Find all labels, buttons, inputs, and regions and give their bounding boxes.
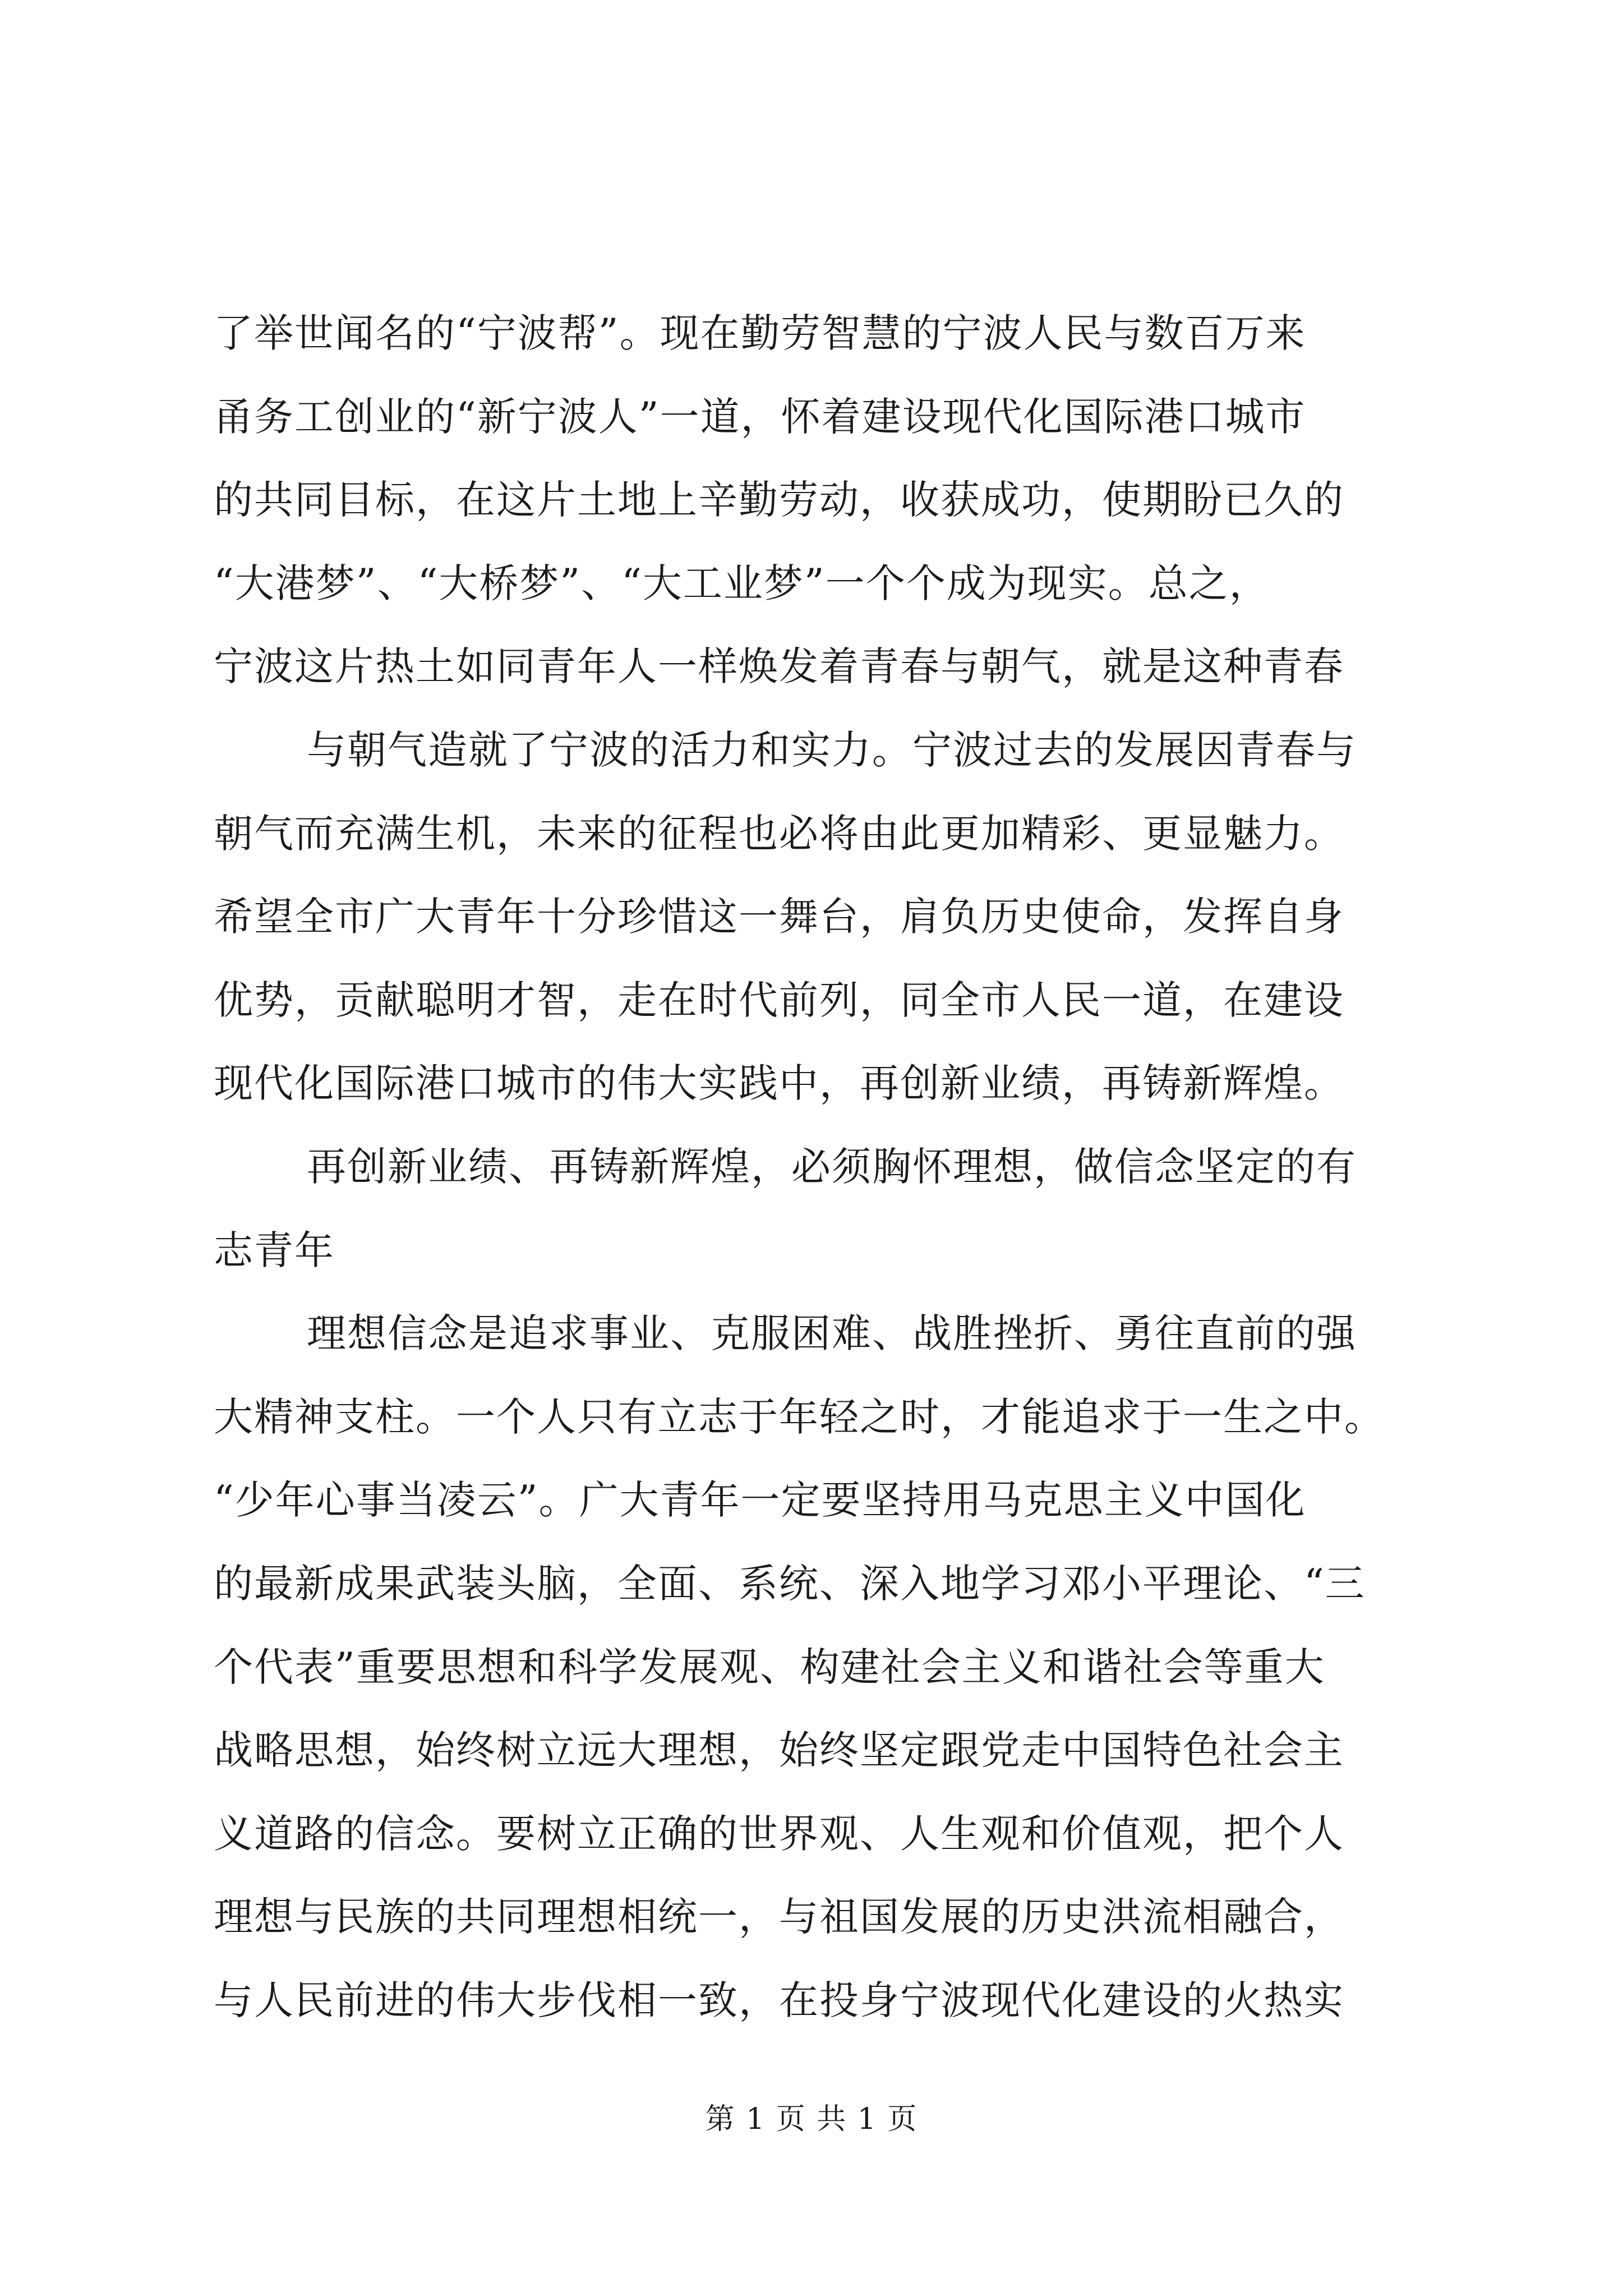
text-line: 宁波这片热土如同青年人一样焕发着青春与朝气，就是这种青春: [214, 643, 1344, 690]
text-line: 战略思想，始终树立远大理想，始终坚定跟党走中国特色社会主: [214, 1727, 1344, 1774]
section-heading-line: 再创新业绩、再铸新辉煌，必须胸怀理想，做信念坚定的有: [307, 1143, 1357, 1190]
text-line: 理想与民族的共同理想相统一，与祖国发展的历史洪流相融合，: [214, 1894, 1344, 1940]
text-line: 的最新成果武装头脑，全面、系统、深入地学习邓小平理论、“三: [214, 1560, 1366, 1607]
text-line: 甬务工创业的“新宁波人”一道，怀着建设现代化国际港口城市: [214, 393, 1306, 440]
text-line: 朝气而充满生机，未来的征程也必将由此更加精彩、更显魅力。: [214, 810, 1344, 857]
text-line: “少年心事当凌云”。广大青年一定要坚持用马克思主义中国化: [214, 1477, 1306, 1524]
section-heading-line: 志青年: [214, 1227, 335, 1273]
page-number-footer: 第 1 页 共 1 页: [705, 2102, 918, 2136]
text-line: 优势，贡献聪明才智，走在时代前列，同全市人民一道，在建设: [214, 977, 1344, 1023]
body-text: [214, 292, 1419, 2042]
text-line: “大港梦”、“大桥梦”、“大工业梦”一个个成为现实。总之，: [214, 560, 1270, 606]
text-line: 与人民前进的伟大步伐相一致，在投身宁波现代化建设的火热实: [214, 1977, 1344, 2023]
text-line: 的共同目标，在这片土地上辛勤劳动，收获成功，使期盼已久的: [214, 477, 1344, 523]
text-line: 大精神支柱。一个人只有立志于年轻之时，才能追求于一生之中。: [214, 1393, 1385, 1440]
text-line: 个代表”重要思想和科学发展观、构建社会主义和谐社会等重大: [214, 1644, 1325, 1690]
text-line: 了举世闻名的“宁波帮”。现在勤劳智慧的宁波人民与数百万来: [214, 310, 1306, 356]
text-line: 义道路的信念。要树立正确的世界观、人生观和价值观，把个人: [214, 1810, 1344, 1857]
paragraph-start-line: 理想信念是追求事业、克服困难、战胜挫折、勇往直前的强: [307, 1310, 1357, 1357]
text-line: 现代化国际港口城市的伟大实践中，再创新业绩，再铸新辉煌。: [214, 1060, 1344, 1107]
text-line: 希望全市广大青年十分珍惜这一舞台，肩负历史使命，发挥自身: [214, 894, 1344, 940]
paragraph-start-line: 与朝气造就了宁波的活力和实力。宁波过去的发展因青春与: [307, 726, 1357, 773]
